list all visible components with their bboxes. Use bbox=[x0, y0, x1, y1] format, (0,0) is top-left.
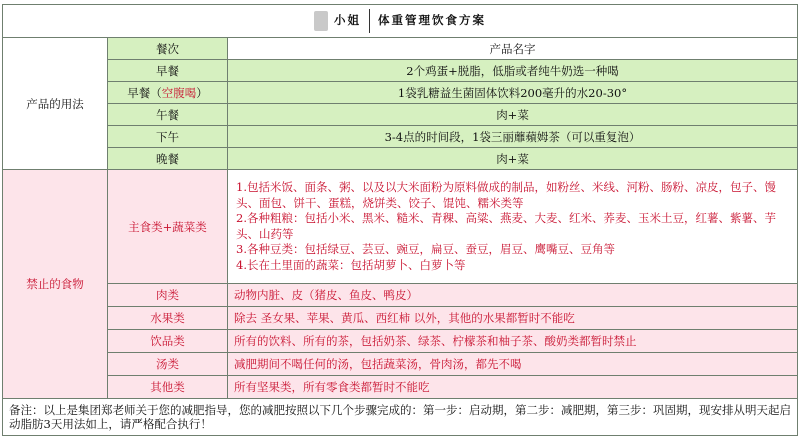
product-cell: 肉+菜 bbox=[228, 104, 798, 126]
rule-line: 4.长在土里面的蔬菜：包括胡萝卜、白萝卜等 bbox=[236, 257, 466, 272]
forbidden-category: 水果类 bbox=[108, 307, 228, 330]
usage-section-label: 产品的用法 bbox=[3, 38, 108, 170]
note-row bbox=[3, 399, 798, 436]
forbidden-text: 减肥期间不喝任何的汤，包括蔬菜汤，骨肉汤，都先不喝 bbox=[228, 353, 798, 376]
meal-cell: 晚餐 bbox=[108, 148, 228, 170]
meal-cell: 下午 bbox=[108, 126, 228, 148]
product-cell: 3-4点的时间段，1袋三丽蘼蘋姆茶（可以重复泡） bbox=[228, 126, 798, 148]
meal-header: 餐次 bbox=[108, 38, 228, 60]
page-title bbox=[3, 5, 798, 38]
person-name: 小姐 bbox=[334, 13, 362, 27]
rule-line: 1.包括米饭、面条、粥、以及以大米面粉为原料做成的制品，如粉丝、米线、河粉、肠粉、凉皮，包子、馒头、面包、饼干、蛋糕，烧饼类、饺子、馄饨、糯米类等 bbox=[236, 180, 776, 210]
usage-row bbox=[3, 126, 798, 148]
forbidden-row bbox=[3, 307, 798, 330]
forbidden-section-label: 禁止的食物 bbox=[3, 170, 108, 399]
rule-line: 3.各种豆类：包括绿豆、芸豆、豌豆，扁豆、蚕豆，眉豆、鹰嘴豆、豆角等 bbox=[236, 242, 615, 256]
blurred-name bbox=[314, 11, 328, 31]
meal-note: 空腹喝 bbox=[161, 85, 197, 100]
usage-row bbox=[3, 148, 798, 170]
forbidden-category: 肉类 bbox=[108, 284, 228, 307]
meal-cell: 午餐 bbox=[108, 104, 228, 126]
diet-plan-table bbox=[2, 4, 798, 436]
forbidden-category: 汤类 bbox=[108, 353, 228, 376]
forbidden-text: 所有坚果类，所有零食类都暂时不能吃 bbox=[228, 376, 798, 399]
usage-row bbox=[3, 82, 798, 104]
forbidden-row bbox=[3, 353, 798, 376]
product-cell: 2个鸡蛋+脱脂，低脂或者纯牛奶选一种喝 bbox=[228, 60, 798, 82]
forbidden-category: 饮品类 bbox=[108, 330, 228, 353]
forbidden-text: 所有的饮料、所有的茶，包括奶茶、绿茶、柠檬茶和柚子茶、酸奶类都暂时禁止 bbox=[228, 330, 798, 353]
meal-label-tail: ） bbox=[196, 85, 208, 100]
footer-note: 备注：以上是集团郑老师关于您的减肥指导，您的减肥按照以下几个步骤完成的：第一步：启动期，第二步：减肥期，第三步：巩固期，现安排从明天起启动脂肪3天用法如上，请严格配合执行！ bbox=[3, 399, 798, 436]
product-cell: 肉+菜 bbox=[228, 148, 798, 170]
plan-title: 体重管理饮食方案 bbox=[378, 13, 487, 27]
forbidden-rule-list bbox=[228, 170, 798, 284]
forbidden-category: 主食类+蔬菜类 bbox=[108, 170, 228, 284]
forbidden-row bbox=[3, 330, 798, 353]
forbidden-row bbox=[3, 284, 798, 307]
meal-cell: 早餐 bbox=[108, 60, 228, 82]
title-divider bbox=[369, 9, 370, 33]
rule-line: 2.各种粗粮：包括小米、黑米、糙米、青稞、高粱、燕麦、大麦、红米、荞麦、玉米土豆，红薯、紫薯、芋头、山药等 bbox=[236, 211, 776, 241]
meal-label: 早餐（ bbox=[127, 85, 162, 100]
forbidden-text: 动物内脏、皮（猪皮、鱼皮、鸭皮） bbox=[228, 284, 798, 307]
usage-header-row bbox=[3, 38, 798, 60]
usage-row bbox=[3, 104, 798, 126]
forbidden-text: 除去 圣女果、苹果、黄瓜、西红柿 以外，其他的水果都暂时不能吃 bbox=[228, 307, 798, 330]
forbidden-row bbox=[3, 170, 798, 284]
product-cell: 1袋乳糖益生菌固体饮料200毫升的水20-30° bbox=[228, 82, 798, 104]
title-row bbox=[3, 5, 798, 38]
usage-row bbox=[3, 60, 798, 82]
product-header: 产品名字 bbox=[228, 38, 798, 60]
meal-cell bbox=[108, 82, 228, 104]
forbidden-category: 其他类 bbox=[108, 376, 228, 399]
forbidden-row bbox=[3, 376, 798, 399]
